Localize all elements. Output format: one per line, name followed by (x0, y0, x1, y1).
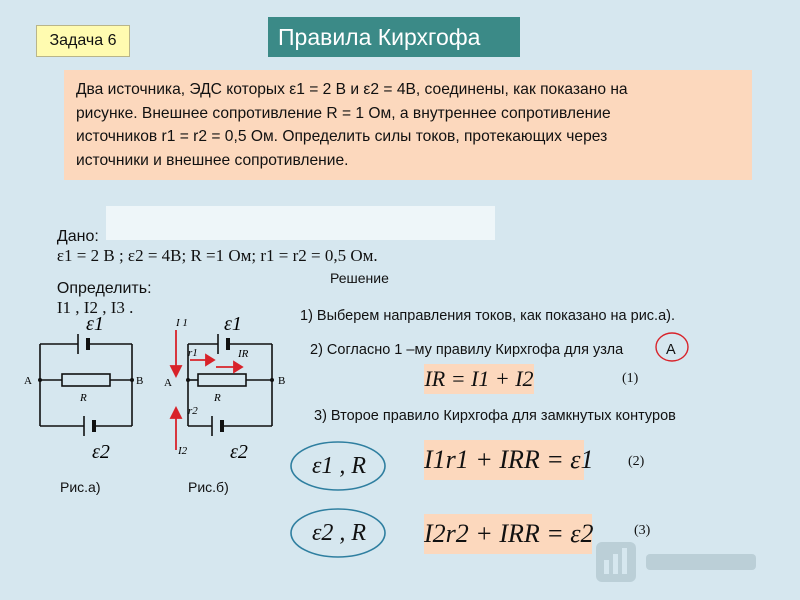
page-title: Правила Кирхгофа (268, 17, 520, 57)
figure-a-caption: Рис.а) (60, 479, 101, 495)
watermark-logo (586, 532, 776, 592)
emf2-label: ε2 (92, 441, 110, 463)
equation-2: I1r1 + IRR = ε1 (424, 440, 584, 480)
resistor-label: R (80, 392, 87, 404)
equation-1: IR = I1 + I2 (424, 364, 534, 394)
equation-1-number: (1) (622, 371, 639, 386)
given-label: Дано: (56, 228, 99, 245)
solution-heading: Решение (330, 270, 389, 286)
contour-2-label: ε2 , R (311, 520, 367, 546)
resistor-label: R (214, 392, 221, 404)
emf1-label: ε1 (224, 313, 242, 335)
node-a-label: А (24, 375, 32, 387)
equation-3-number: (3) (634, 523, 651, 538)
circuit-figure-b (158, 300, 298, 470)
equation-2-number: (2) (628, 454, 645, 469)
contour-1-label: ε1 , R (311, 453, 367, 479)
solution-step-3: 3) Второе правило Кирхгофа для замкнутых контуров (314, 408, 676, 424)
find-label: Определить: (56, 280, 152, 297)
problem-statement (64, 70, 752, 180)
find-values: I1 , I2 , I3 . (56, 298, 134, 317)
figure-b-caption: Рис.б) (188, 479, 229, 495)
current-ir-label: IR (238, 348, 249, 360)
equation-3: I2r2 + IRR = ε2 (424, 514, 592, 554)
r2-label: r2 (188, 405, 198, 417)
node-a-label: А (164, 377, 172, 389)
node-b-label: В (278, 375, 286, 387)
solution-step-2: 2) Согласно 1 –му правилу Кирхгофа для узла (310, 342, 624, 358)
problem-line: рисунке. Внешнее сопротивление R = 1 Ом, а внутреннее сопротивление (76, 104, 611, 122)
problem-line: источников r1 = r2 = 0,5 Ом. Определить силы токов, протекающих через (76, 128, 608, 145)
solution-step-1: 1) Выберем направления токов, как показано на рис.а). (300, 308, 676, 324)
task-label: Задача 6 (36, 25, 130, 57)
node-b-label: В (136, 375, 144, 387)
circuit-figure-a (18, 300, 148, 470)
current-i1-label: I 1 (176, 317, 188, 329)
given-row (48, 210, 378, 266)
node-highlight-circle (654, 330, 690, 364)
current-i2-label: I2 (178, 445, 188, 457)
emf2-label: ε2 (230, 441, 248, 463)
problem-line: Два источника, ЭДС которых ε1 = 2 В и ε2 = 4В, соединены, как показано на (76, 81, 628, 98)
problem-line: источники и внешнее сопротивление. (76, 151, 349, 169)
node-label: А (666, 342, 676, 358)
given-values: ε1 = 2 В ; ε2 = 4В; R =1 Ом; r1 = r2 = 0,5 Ом. (56, 246, 378, 265)
r1-label: r1 (188, 347, 198, 359)
emf1-label: ε1 (86, 313, 104, 335)
